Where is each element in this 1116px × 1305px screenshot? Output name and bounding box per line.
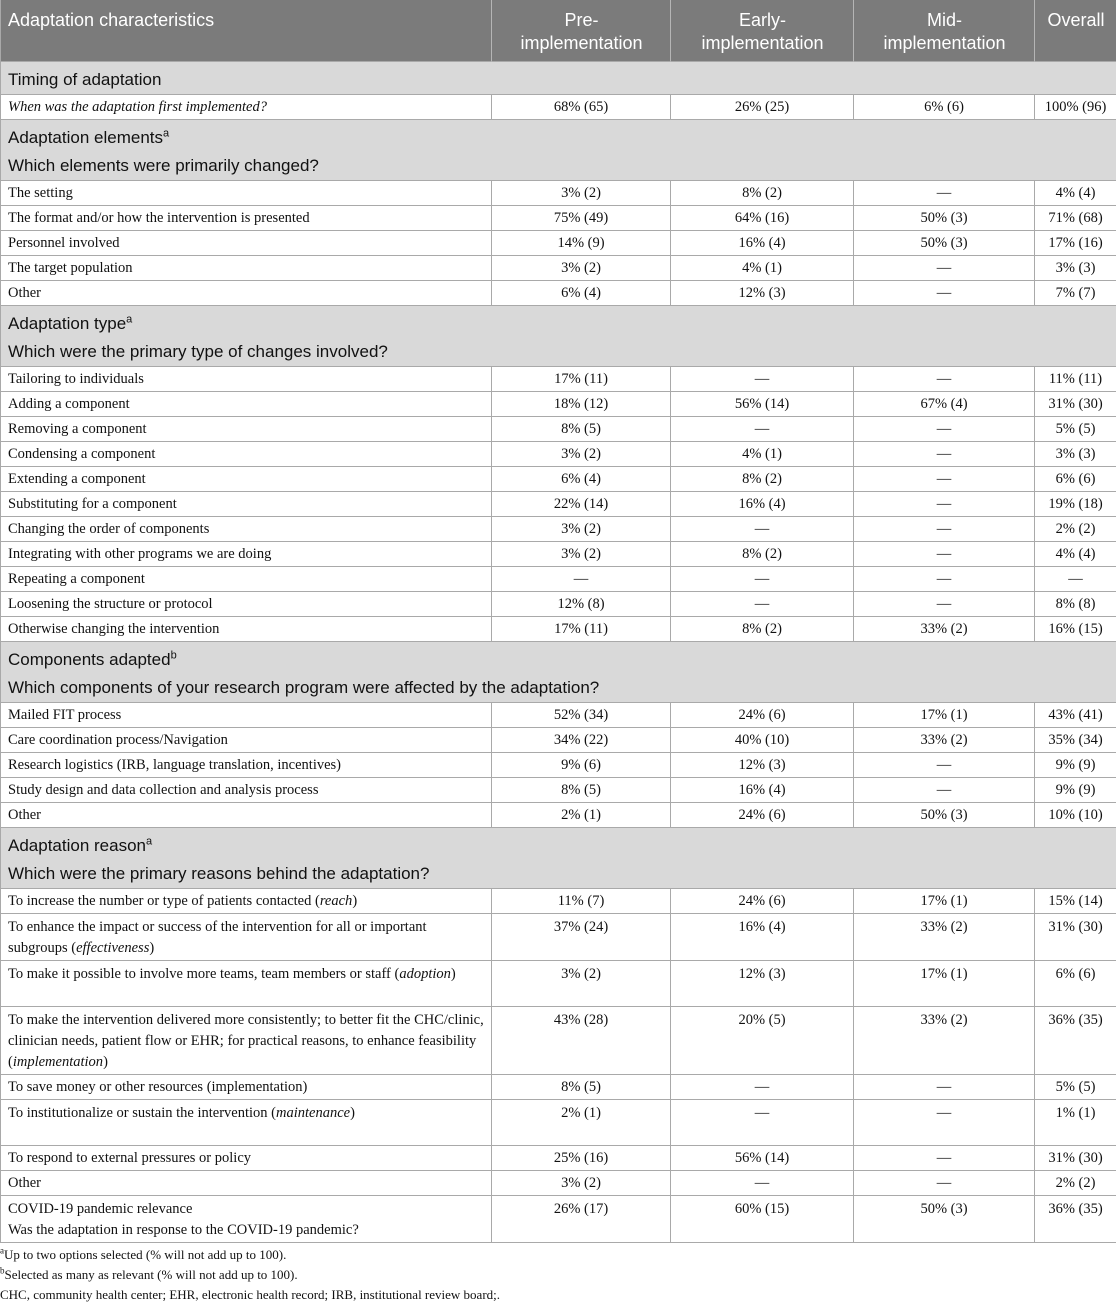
table-row (1, 467, 1116, 492)
row-label: Research logistics (IRB, language translation, incentives) (8, 757, 341, 773)
row-label: ) (149, 940, 154, 956)
value-overall: 2% (2) (1035, 517, 1116, 542)
row-label: adoption (399, 966, 451, 982)
row-label-cell (1, 728, 492, 753)
value-mid-implementation: 50% (3) (854, 206, 1035, 231)
value-pre-implementation: 3% (2) (492, 256, 671, 281)
table-footnotes (0, 1243, 1116, 1305)
row-label: COVID-19 pandemic relevance (8, 1201, 192, 1217)
value-mid-implementation: 67% (4) (854, 392, 1035, 417)
table-row (1, 914, 1116, 961)
value-early-implementation: 16% (4) (671, 778, 854, 803)
row-label: Otherwise changing the intervention (8, 621, 219, 637)
row-label-cell (1, 442, 492, 467)
value-early-implementation: 8% (2) (671, 467, 854, 492)
value-pre-implementation: 22% (14) (492, 492, 671, 517)
row-label-cell (1, 753, 492, 778)
section-header-row (1, 828, 1116, 889)
section-question: Which were the primary reasons behind the adaptation? (8, 863, 429, 885)
table-row (1, 1146, 1116, 1171)
value-pre-implementation: 12% (8) (492, 592, 671, 617)
row-label-cell (1, 542, 492, 567)
value-pre-implementation: 2% (1) (492, 803, 671, 828)
value-early-implementation: — (671, 417, 854, 442)
section-title-cell (1, 642, 1116, 703)
value-mid-implementation: 50% (3) (854, 1196, 1035, 1243)
value-pre-implementation: 14% (9) (492, 231, 671, 256)
header-label-line1: Mid- (927, 10, 962, 30)
row-label-cell (1, 392, 492, 417)
value-mid-implementation: 50% (3) (854, 231, 1035, 256)
value-early-implementation: 40% (10) (671, 728, 854, 753)
value-early-implementation: 12% (3) (671, 281, 854, 306)
value-early-implementation: 16% (4) (671, 914, 854, 961)
value-early-implementation: 64% (16) (671, 206, 854, 231)
row-label-cell (1, 914, 492, 961)
value-overall: 6% (6) (1035, 467, 1116, 492)
section-footnote-marker: a (163, 127, 169, 139)
value-overall: 5% (5) (1035, 1075, 1116, 1100)
row-label-cell (1, 617, 492, 642)
footnote (0, 1285, 1116, 1305)
section-footnote-marker: a (146, 835, 152, 847)
row-label: implementation (13, 1054, 103, 1070)
section-header-row (1, 62, 1116, 95)
value-early-implementation: 4% (1) (671, 256, 854, 281)
value-early-implementation: 16% (4) (671, 492, 854, 517)
row-label-cell (1, 567, 492, 592)
header-adaptation-characteristics (1, 0, 492, 62)
table-row (1, 961, 1116, 1007)
table-row (1, 206, 1116, 231)
section-header-row (1, 306, 1116, 367)
row-label: Substituting for a component (8, 496, 177, 512)
row-label: Study design and data collection and analysis process (8, 782, 318, 798)
section-title: Adaptation elements (8, 128, 163, 147)
table-row (1, 517, 1116, 542)
value-pre-implementation: 37% (24) (492, 914, 671, 961)
row-label: To increase the number or type of patients contacted ( (8, 893, 320, 909)
value-pre-implementation: 52% (34) (492, 703, 671, 728)
value-overall: 2% (2) (1035, 1171, 1116, 1196)
value-early-implementation: 12% (3) (671, 753, 854, 778)
value-overall: 6% (6) (1035, 961, 1116, 1007)
row-label: maintenance (276, 1105, 350, 1121)
value-early-implementation: 24% (6) (671, 803, 854, 828)
value-early-implementation: 16% (4) (671, 231, 854, 256)
row-label-cell (1, 592, 492, 617)
row-label: Condensing a component (8, 446, 155, 462)
table-header-row (1, 0, 1116, 62)
value-mid-implementation: — (854, 181, 1035, 206)
value-pre-implementation: — (492, 567, 671, 592)
table-row (1, 778, 1116, 803)
value-pre-implementation: 3% (2) (492, 961, 671, 1007)
row-label: When was the adaptation first implemented? (8, 99, 267, 115)
value-pre-implementation: 8% (5) (492, 778, 671, 803)
table-row (1, 95, 1116, 120)
row-label-cell (1, 1100, 492, 1146)
value-pre-implementation: 8% (5) (492, 1075, 671, 1100)
value-pre-implementation: 26% (17) (492, 1196, 671, 1243)
row-label: The target population (8, 260, 133, 276)
section-header-row (1, 642, 1116, 703)
value-mid-implementation: — (854, 542, 1035, 567)
table-row (1, 1007, 1116, 1075)
value-early-implementation: — (671, 1100, 854, 1146)
table-row (1, 392, 1116, 417)
table-row (1, 281, 1116, 306)
footnote-text: Selected as many as relevant (% will not add up to 100). (5, 1267, 298, 1282)
value-mid-implementation: 17% (1) (854, 703, 1035, 728)
value-overall: 9% (9) (1035, 753, 1116, 778)
row-label: reach (320, 893, 352, 909)
value-overall: 5% (5) (1035, 417, 1116, 442)
value-mid-implementation: — (854, 592, 1035, 617)
value-pre-implementation: 43% (28) (492, 1007, 671, 1075)
row-label: Extending a component (8, 471, 146, 487)
section-question: Which were the primary type of changes involved? (8, 341, 388, 363)
row-label-cell (1, 281, 492, 306)
value-mid-implementation: — (854, 1171, 1035, 1196)
table-row (1, 617, 1116, 642)
header-label: Overall (1047, 10, 1104, 30)
row-label-cell (1, 517, 492, 542)
row-label-cell (1, 256, 492, 281)
table-row (1, 417, 1116, 442)
table-row (1, 256, 1116, 281)
row-label-cell (1, 467, 492, 492)
table-row (1, 753, 1116, 778)
value-overall: 4% (4) (1035, 181, 1116, 206)
header-label-line2: implementation (883, 33, 1005, 53)
value-pre-implementation: 34% (22) (492, 728, 671, 753)
section-title: Adaptation type (8, 314, 126, 333)
value-pre-implementation: 8% (5) (492, 417, 671, 442)
table-row (1, 1171, 1116, 1196)
value-overall: 43% (41) (1035, 703, 1116, 728)
row-label: Other (8, 807, 41, 823)
header-mid-implementation (854, 0, 1035, 62)
section-footnote-marker: b (171, 649, 177, 661)
value-early-implementation: 24% (6) (671, 889, 854, 914)
header-label-line1: Early- (739, 10, 786, 30)
value-mid-implementation: — (854, 467, 1035, 492)
row-label-cell (1, 231, 492, 256)
value-overall: 7% (7) (1035, 281, 1116, 306)
value-overall: — (1035, 567, 1116, 592)
value-mid-implementation: 6% (6) (854, 95, 1035, 120)
row-label: ) (451, 966, 456, 982)
row-label: To respond to external pressures or policy (8, 1150, 251, 1166)
header-pre-implementation (492, 0, 671, 62)
table-row (1, 592, 1116, 617)
value-overall: 31% (30) (1035, 1146, 1116, 1171)
row-label: To institutionalize or sustain the intervention ( (8, 1105, 276, 1121)
footnote-text: Up to two options selected (% will not add up to 100). (4, 1247, 286, 1262)
table-row (1, 703, 1116, 728)
section-title-cell (1, 306, 1116, 367)
value-overall: 8% (8) (1035, 592, 1116, 617)
section-title-cell (1, 62, 1116, 95)
row-label: To make the intervention delivered more consistently; to better fit the CHC/clinic, clinician needs, patient flow or EHR; for practical reasons, to enhance feasibility ( (8, 1012, 484, 1070)
value-pre-implementation: 68% (65) (492, 95, 671, 120)
row-label: Care coordination process/Navigation (8, 732, 228, 748)
row-label-cell (1, 1075, 492, 1100)
row-label-cell (1, 1007, 492, 1075)
value-mid-implementation: — (854, 1075, 1035, 1100)
row-label: To enhance the impact or success of the intervention for all or important subgroups ( (8, 919, 427, 956)
value-early-implementation: 60% (15) (671, 1196, 854, 1243)
row-label: Loosening the structure or protocol (8, 596, 213, 612)
section-title: Components adapted (8, 650, 171, 669)
value-mid-implementation: — (854, 753, 1035, 778)
row-label-cell (1, 778, 492, 803)
value-mid-implementation: — (854, 1100, 1035, 1146)
row-label-cell (1, 1196, 492, 1243)
row-label-cell (1, 889, 492, 914)
table-row (1, 442, 1116, 467)
table-row (1, 542, 1116, 567)
value-mid-implementation: — (854, 256, 1035, 281)
value-pre-implementation: 9% (6) (492, 753, 671, 778)
value-early-implementation: 8% (2) (671, 617, 854, 642)
value-overall: 35% (34) (1035, 728, 1116, 753)
value-early-implementation: — (671, 592, 854, 617)
row-label: Adding a component (8, 396, 130, 412)
table-row (1, 1196, 1116, 1243)
row-label: ) (350, 1105, 355, 1121)
table-row (1, 1100, 1116, 1146)
row-label-cell (1, 961, 492, 1007)
value-mid-implementation: — (854, 567, 1035, 592)
row-label-cell (1, 803, 492, 828)
row-label: Other (8, 1175, 41, 1191)
row-label-cell (1, 492, 492, 517)
value-overall: 3% (3) (1035, 256, 1116, 281)
row-label-cell (1, 1146, 492, 1171)
value-mid-implementation: 17% (1) (854, 961, 1035, 1007)
row-label: Removing a component (8, 421, 147, 437)
header-early-implementation (671, 0, 854, 62)
value-pre-implementation: 25% (16) (492, 1146, 671, 1171)
value-early-implementation: — (671, 567, 854, 592)
table-row (1, 1075, 1116, 1100)
value-pre-implementation: 3% (2) (492, 517, 671, 542)
row-label: ) (103, 1054, 108, 1070)
row-label: To save money or other resources (implementation) (8, 1079, 307, 1095)
value-early-implementation: 20% (5) (671, 1007, 854, 1075)
section-question: Which elements were primarily changed? (8, 155, 319, 177)
row-label: effectiveness (76, 940, 149, 956)
row-label-cell (1, 703, 492, 728)
value-mid-implementation: — (854, 492, 1035, 517)
footnote (0, 1265, 1116, 1285)
value-pre-implementation: 3% (2) (492, 542, 671, 567)
value-pre-implementation: 6% (4) (492, 281, 671, 306)
table-row (1, 728, 1116, 753)
section-title-cell (1, 120, 1116, 181)
value-overall: 10% (10) (1035, 803, 1116, 828)
row-label-cell (1, 417, 492, 442)
value-pre-implementation: 2% (1) (492, 1100, 671, 1146)
table-row (1, 889, 1116, 914)
table-row (1, 367, 1116, 392)
row-label-cell (1, 367, 492, 392)
value-overall: 31% (30) (1035, 392, 1116, 417)
value-early-implementation: — (671, 1075, 854, 1100)
value-early-implementation: 12% (3) (671, 961, 854, 1007)
row-label: Mailed FIT process (8, 707, 121, 723)
row-label: Other (8, 285, 41, 301)
value-pre-implementation: 3% (2) (492, 181, 671, 206)
value-overall: 19% (18) (1035, 492, 1116, 517)
table-row (1, 567, 1116, 592)
value-pre-implementation: 3% (2) (492, 1171, 671, 1196)
value-early-implementation: 4% (1) (671, 442, 854, 467)
value-early-implementation: — (671, 1171, 854, 1196)
value-pre-implementation: 11% (7) (492, 889, 671, 914)
section-question: Which components of your research program were affected by the adaptation? (8, 677, 599, 699)
section-title: Timing of adaptation (8, 70, 161, 89)
value-overall: 36% (35) (1035, 1007, 1116, 1075)
section-title-cell (1, 828, 1116, 889)
value-early-implementation: 8% (2) (671, 542, 854, 567)
value-early-implementation: 24% (6) (671, 703, 854, 728)
value-overall: 4% (4) (1035, 542, 1116, 567)
value-overall: 9% (9) (1035, 778, 1116, 803)
header-overall (1035, 0, 1116, 62)
value-mid-implementation: — (854, 281, 1035, 306)
row-label-cell (1, 206, 492, 231)
header-label-line1: Pre- (564, 10, 598, 30)
value-mid-implementation: 50% (3) (854, 803, 1035, 828)
row-label: The format and/or how the intervention is presented (8, 210, 310, 226)
value-early-implementation: 56% (14) (671, 392, 854, 417)
value-overall: 16% (15) (1035, 617, 1116, 642)
value-early-implementation: 26% (25) (671, 95, 854, 120)
row-label: Integrating with other programs we are doing (8, 546, 271, 562)
table-row (1, 181, 1116, 206)
value-pre-implementation: 17% (11) (492, 367, 671, 392)
table-row (1, 492, 1116, 517)
value-mid-implementation: 33% (2) (854, 914, 1035, 961)
value-mid-implementation: — (854, 442, 1035, 467)
value-mid-implementation: — (854, 367, 1035, 392)
value-overall: 71% (68) (1035, 206, 1116, 231)
footnote-marker: a (0, 1246, 4, 1256)
row-label: Changing the order of components (8, 521, 209, 537)
row-label: To make it possible to involve more teams, team members or staff ( (8, 966, 399, 982)
value-mid-implementation: — (854, 778, 1035, 803)
value-early-implementation: — (671, 517, 854, 542)
value-early-implementation: — (671, 367, 854, 392)
value-overall: 3% (3) (1035, 442, 1116, 467)
value-overall: 11% (11) (1035, 367, 1116, 392)
value-mid-implementation: — (854, 1146, 1035, 1171)
section-footnote-marker: a (126, 313, 132, 325)
header-label: Adaptation characteristics (8, 10, 214, 30)
row-label: Tailoring to individuals (8, 371, 144, 387)
table-row (1, 803, 1116, 828)
row-label: Repeating a component (8, 571, 145, 587)
row-label: Personnel involved (8, 235, 120, 251)
header-label-line2: implementation (701, 33, 823, 53)
value-mid-implementation: 33% (2) (854, 617, 1035, 642)
value-overall: 36% (35) (1035, 1196, 1116, 1243)
value-mid-implementation: 33% (2) (854, 728, 1035, 753)
row-label-cell (1, 1171, 492, 1196)
value-mid-implementation: 33% (2) (854, 1007, 1035, 1075)
row-label-cell (1, 95, 492, 120)
value-mid-implementation: — (854, 517, 1035, 542)
value-overall: 31% (30) (1035, 914, 1116, 961)
row-label: The setting (8, 185, 73, 201)
value-pre-implementation: 6% (4) (492, 467, 671, 492)
section-header-row (1, 120, 1116, 181)
section-title: Adaptation reason (8, 836, 146, 855)
table-row (1, 231, 1116, 256)
value-pre-implementation: 75% (49) (492, 206, 671, 231)
footnote-text: CHC, community health center; EHR, electronic health record; IRB, institutional review board;. (0, 1287, 500, 1302)
row-sublabel: Was the adaptation in response to the COVID-19 pandemic? (8, 1222, 359, 1238)
footnote-marker: b (0, 1266, 5, 1276)
header-label-line2: implementation (520, 33, 642, 53)
value-overall: 1% (1) (1035, 1100, 1116, 1146)
footnote (0, 1245, 1116, 1265)
value-overall: 15% (14) (1035, 889, 1116, 914)
value-early-implementation: 56% (14) (671, 1146, 854, 1171)
value-pre-implementation: 17% (11) (492, 617, 671, 642)
value-early-implementation: 8% (2) (671, 181, 854, 206)
row-label-cell (1, 181, 492, 206)
value-mid-implementation: — (854, 417, 1035, 442)
value-pre-implementation: 18% (12) (492, 392, 671, 417)
value-overall: 100% (96) (1035, 95, 1116, 120)
value-mid-implementation: 17% (1) (854, 889, 1035, 914)
table-body (1, 62, 1116, 1243)
value-pre-implementation: 3% (2) (492, 442, 671, 467)
value-overall: 17% (16) (1035, 231, 1116, 256)
row-label: ) (352, 893, 357, 909)
